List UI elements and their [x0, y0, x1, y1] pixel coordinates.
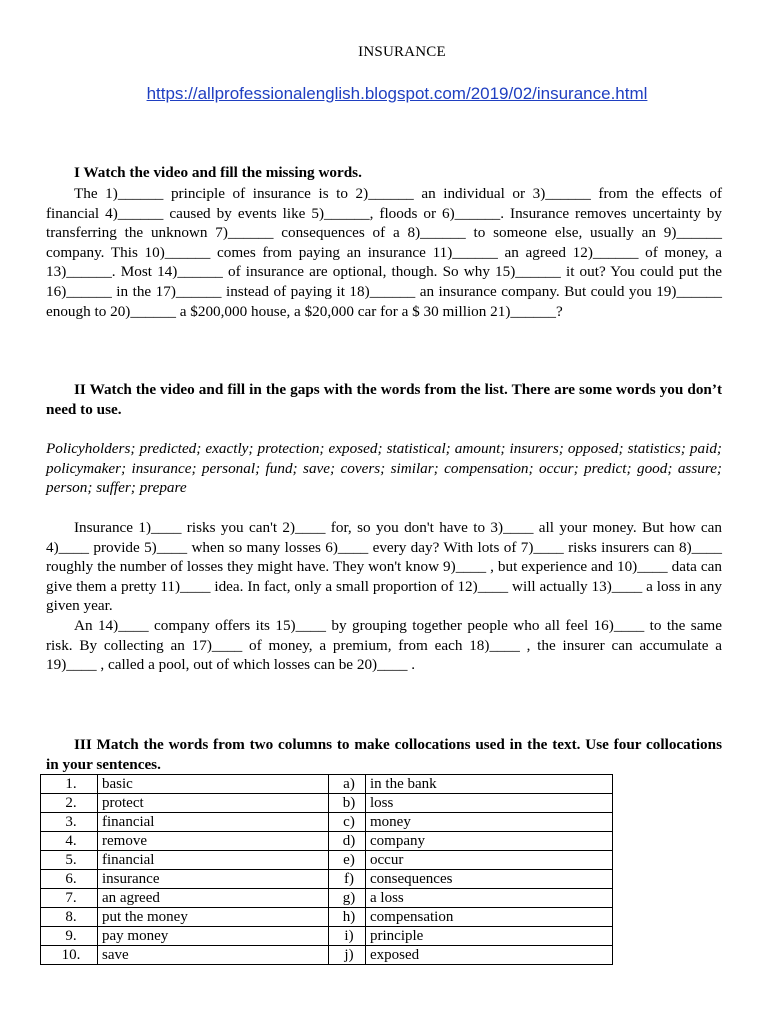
right-word: company [366, 832, 613, 851]
right-word: in the bank [366, 775, 613, 794]
left-word: basic [98, 775, 329, 794]
section-2-heading: II Watch the video and fill in the gaps with the words from the list. There are some words you don’t need to use. [46, 381, 722, 418]
row-letter: i) [329, 927, 366, 946]
left-word: financial [98, 813, 329, 832]
table-row [41, 870, 613, 889]
row-number: 4. [41, 832, 98, 851]
row-number: 3. [41, 813, 98, 832]
row-letter: d) [329, 832, 366, 851]
row-number: 7. [41, 889, 98, 908]
row-letter: f) [329, 870, 366, 889]
right-word: occur [366, 851, 613, 870]
right-word: consequences [366, 870, 613, 889]
left-word: put the money [98, 908, 329, 927]
row-letter: j) [329, 946, 366, 965]
left-word: an agreed [98, 889, 329, 908]
section-2-paragraph-2: An 14)____ company offers its 15)____ by grouping together people who all feel 16)____ to the same risk. By collecting an 17)____ of money, a premium, from each 18)____ , the insurer can accumulate a 19)____ , called a pool, out of which losses can be 20)____ . [46, 616, 722, 674]
table-row [41, 794, 613, 813]
row-number: 5. [41, 851, 98, 870]
section-2-text [46, 518, 722, 675]
row-letter: e) [329, 851, 366, 870]
right-word: principle [366, 927, 613, 946]
row-letter: h) [329, 908, 366, 927]
row-number: 1. [41, 775, 98, 794]
right-word: money [366, 813, 613, 832]
row-number: 6. [41, 870, 98, 889]
table-row [41, 775, 613, 794]
row-letter: c) [329, 813, 366, 832]
row-number: 10. [41, 946, 98, 965]
word-list: Policyholders; predicted; exactly; protection; exposed; statistical; amount; insurers; opposed; statistics; paid; policymaker; insurance; personal; fund; save; covers; similar; compensation; occur; predict; good; assure; person; suffer; prepare [46, 440, 722, 497]
section-1-text: The 1)______ principle of insurance is to 2)______ an individual or 3)______ from the effects of financial 4)______ caused by events like 5)______, floods or 6)______. Insurance removes uncertainty by transferring the unknown 7)______ consequences of a 8)______ to someone else, usually an 9)______ company. This 10)______ comes from paying an insurance 11)______ an agreed 12)______ of money, a 13)______. Most 14)______ of insurance are optional, though. So why 15)______ it out? You could put the 16)______ in the 17)______ instead of paying it 18)______ an insurance company. But could you 19)______ enough to 20)______ a $200,000 house, a $20,000 car for a $ 30 million 21)______? [46, 185, 722, 320]
table-row [41, 832, 613, 851]
row-number: 8. [41, 908, 98, 927]
table-row [41, 813, 613, 832]
left-word: remove [98, 832, 329, 851]
page-title: INSURANCE [358, 44, 446, 60]
section-2-paragraph-1: Insurance 1)____ risks you can't 2)____ for, so you don't have to 3)____ all your money. But how can 4)____ provide 5)____ when so many losses 6)____ every day? With lots of 7)____ risks insurers can 8)____ roughly the number of losses they might have. They won't know 9)____ , but experience and 10)____ data can give them a pretty 11)____ idea. In fact, only a small proportion of 12)____ will actually 13)____ a loss in any given year. [46, 519, 722, 615]
row-number: 2. [41, 794, 98, 813]
row-letter: b) [329, 794, 366, 813]
right-word: exposed [366, 946, 613, 965]
left-word: save [98, 946, 329, 965]
table-row [41, 946, 613, 965]
right-word: compensation [366, 908, 613, 927]
row-number: 9. [41, 927, 98, 946]
right-word: loss [366, 794, 613, 813]
table-row [41, 908, 613, 927]
left-word: financial [98, 851, 329, 870]
table-row [41, 927, 613, 946]
row-letter: a) [329, 775, 366, 794]
table-row [41, 851, 613, 870]
source-link[interactable]: https://allprofessionalenglish.blogspot.com/2019/02/insurance.html [146, 84, 648, 103]
collocation-table [40, 774, 613, 965]
row-letter: g) [329, 889, 366, 908]
table-row [41, 889, 613, 908]
section-3-heading: III Match the words from two columns to make collocations used in the text. Use four collocations in your sentences. [46, 736, 722, 773]
left-word: insurance [98, 870, 329, 889]
left-word: protect [98, 794, 329, 813]
right-word: a loss [366, 889, 613, 908]
section-1-heading: I Watch the video and fill the missing words. [74, 164, 362, 181]
left-word: pay money [98, 927, 329, 946]
